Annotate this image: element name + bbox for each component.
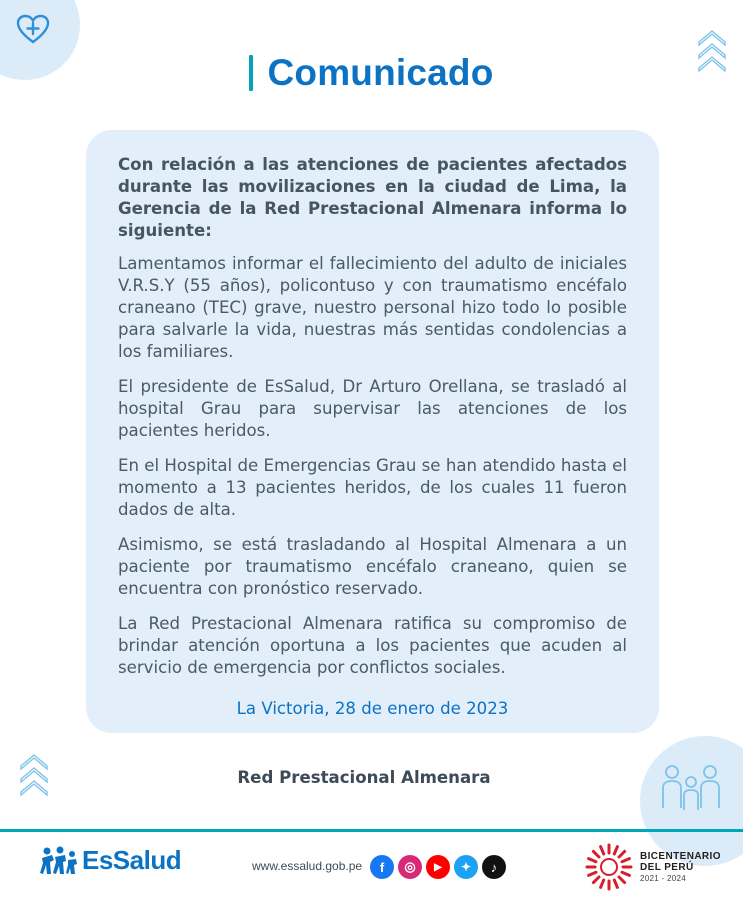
paragraph-1: Lamentamos informar el fallecimiento del adulto de iniciales V.R.S.Y (55 años), policontuso y con traumatismo encéfalo craneano (TEC) grave, nuestro personal hizo todo lo posible para salvarle la vida, nuestras más sentidas condolencias a los familiares. [118, 254, 627, 361]
bicentenario-sun-icon [584, 842, 634, 892]
title-accent-bar [249, 55, 253, 91]
youtube-icon[interactable]: ▶ [426, 855, 450, 879]
heart-plus-icon [16, 14, 50, 44]
lead-paragraph: Con relación a las atenciones de pacientes afectados durante las movilizaciones en la ciudad de Lima, la Gerencia de la Red Prestacional Almenara informa lo siguiente: [118, 155, 627, 240]
bicentenario-line-3: 2021 - 2024 [640, 873, 687, 883]
website-link[interactable]: www.essalud.gob.pe [252, 859, 363, 873]
bicentenario-text [640, 851, 721, 884]
essalud-logo[interactable] [40, 845, 181, 876]
social-icons [370, 855, 506, 879]
essalud-people-icon [40, 846, 80, 876]
date-line: La Victoria, 28 de enero de 2023 [236, 699, 509, 718]
tiktok-icon[interactable]: ♪ [482, 855, 506, 879]
bicentenario-line-2: DEL PERÚ [640, 861, 694, 873]
instagram-icon[interactable]: ◎ [398, 855, 422, 879]
facebook-icon[interactable]: f [370, 855, 394, 879]
paragraph-5: La Red Prestacional Almenara ratifica su compromiso de brindar atención oportuna a los pacientes que acuden al servicio de emergencia por conflictos sociales. [118, 614, 627, 677]
title-block [0, 52, 743, 94]
content-card [86, 130, 659, 733]
bicentenario-line-1: BICENTENARIO [640, 850, 721, 862]
twitter-icon[interactable]: ✦ [454, 855, 478, 879]
essalud-logo-text: EsSalud [82, 845, 182, 875]
signature: Red Prestacional Almenara [237, 768, 491, 787]
page-title: Comunicado [267, 52, 494, 93]
bicentenario-logo [584, 842, 721, 892]
paragraph-3: En el Hospital de Emergencias Grau se han atendido hasta el momento a 13 pacientes heridos, de los cuales 11 fueron dados de alta. [118, 456, 627, 519]
paragraph-2: El presidente de EsSalud, Dr Arturo Orellana, se trasladó al hospital Grau para supervisar las atenciones de los pacientes heridos. [118, 377, 627, 440]
paragraph-4: Asimismo, se está trasladando al Hospital Almenara a un paciente por traumatismo encéfalo craneano, quien se encuentra con pronóstico reservado. [118, 535, 627, 598]
footer-divider [0, 829, 743, 832]
